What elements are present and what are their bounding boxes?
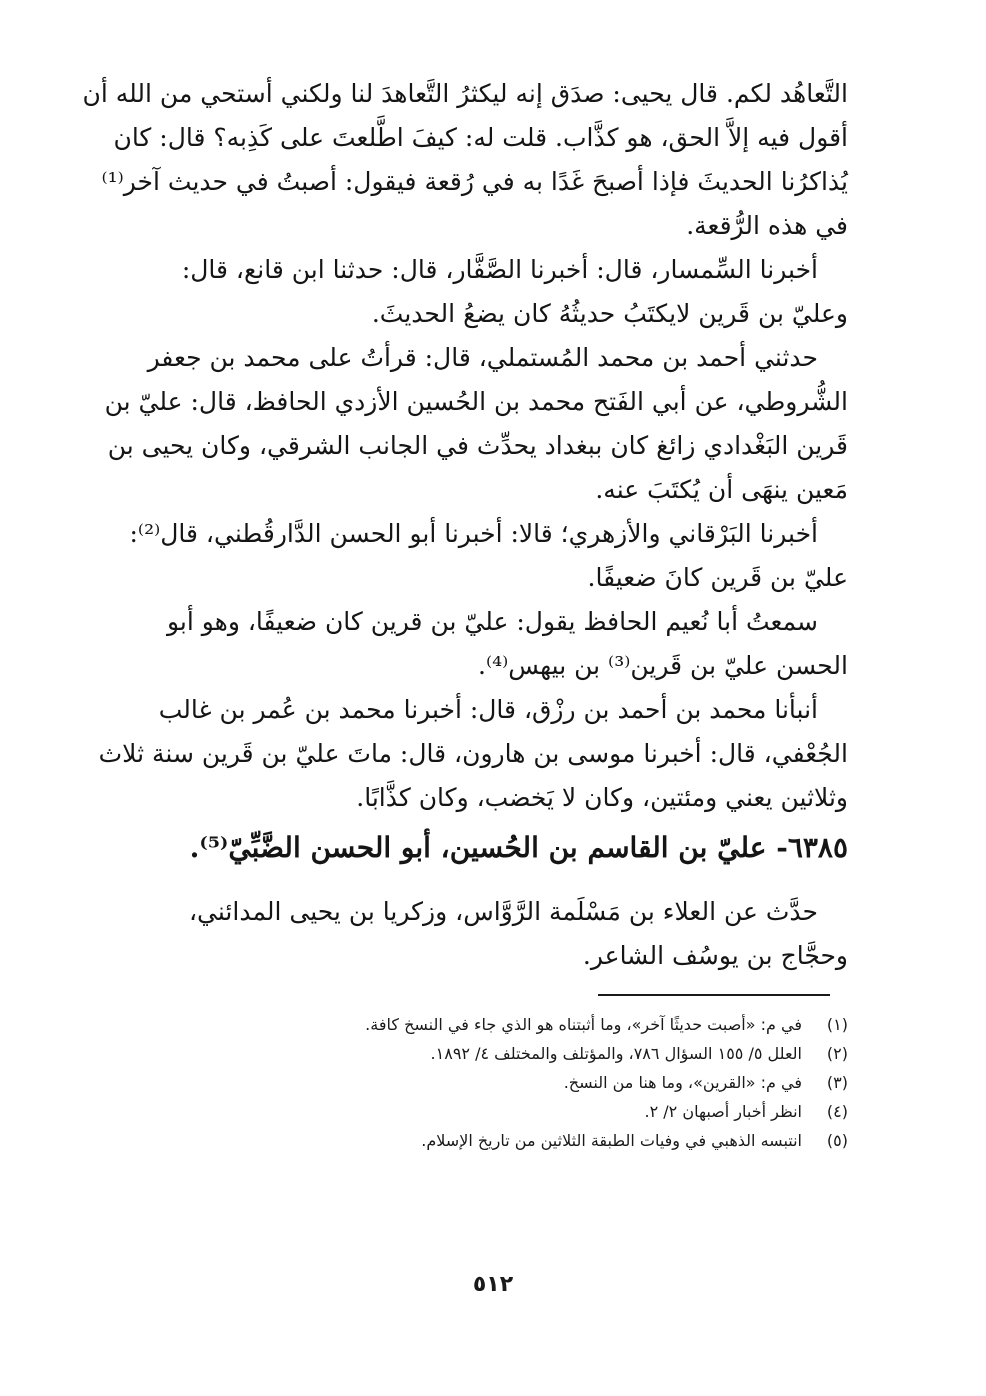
footnote-number: (٤) — [826, 1102, 848, 1121]
text-line: أقول فيه إلاَّ الحق، هو كذَّاب. قلت له: كيفَ اطَّلعتَ على كَذِبه؟ قال: كان — [113, 123, 848, 152]
paragraph-7 — [130, 890, 848, 978]
text-line: وعليّ بن قَرين لايكتَبُ حديثُهُ كان يضعُ الحديثَ. — [371, 299, 848, 328]
entry-heading: ٦٣٨٥- عليّ بن القاسم بن الحُسين، أبو الحسن الضَّبِّيّ⁽⁵⁾. — [189, 831, 848, 864]
text-line: حدثني أحمد بن محمد المُستملي، قال: قرأتُ على محمد بن جعفر — [147, 343, 818, 372]
footnote — [250, 1010, 848, 1039]
text-line: الشُّروطي، عن أبي الفَتح محمد بن الحُسين الأزدي الحافظ، قال: عليّ بن — [104, 387, 848, 416]
footnote-text: في م: «أصبت حديثًا آخر»، وما أثبتناه هو الذي جاء في النسخ كافة. — [365, 1015, 802, 1034]
text-line: حدَّث عن العلاء بن مَسْلَمة الرَّوَّاس، وزكريا بن يحيى المدائني، — [188, 897, 818, 926]
text-line: سمعتُ أبا نُعيم الحافظ يقول: عليّ بن قرين كان ضعيفًا، وهو أبو — [166, 607, 818, 636]
text-line: وحجَّاج بن يوسُف الشاعر. — [582, 941, 848, 970]
footnote-separator — [598, 994, 830, 996]
footnote — [250, 1097, 848, 1126]
text-line: أنبأنا محمد بن أحمد بن رزْق، قال: أخبرنا محمد بن عُمر بن غالب — [158, 695, 818, 724]
paragraph-1 — [82, 72, 848, 248]
paragraph-4 — [130, 512, 848, 600]
text-line: أخبرنا السِّمسار، قال: أخبرنا الصَّفَّار، قال: حدثنا ابن قانع، قال: — [181, 255, 818, 284]
footnote-number: (١) — [826, 1015, 848, 1034]
footnote-number: (٥) — [826, 1131, 848, 1150]
footnote-text: انظر أخبار أصبهان ٢/ ٢. — [644, 1102, 802, 1121]
paragraph-5 — [130, 600, 848, 688]
footnote-text: في م: «القرين»، وما هنا من النسخ. — [563, 1073, 802, 1092]
footnote-number: (٢) — [826, 1044, 848, 1063]
main-text — [82, 72, 848, 978]
text-line: الحسن عليّ بن قَرين⁽³⁾ بن بيهس⁽⁴⁾. — [478, 651, 848, 680]
page-number: ٥١٢ — [472, 1272, 514, 1297]
footnote-text: العلل ٥/ ١٥٥ السؤال ٧٨٦، والمؤتلف والمختلف ٤/ ١٨٩٢. — [430, 1044, 802, 1063]
text-line: أخبرنا البَرْقاني والأزهري؛ قالا: أخبرنا أبو الحسن الدَّارقُطني، قال⁽²⁾: — [129, 519, 818, 548]
text-line: الجُعْفي، قال: أخبرنا موسى بن هارون، قال: ماتَ عليّ بن قَرين سنة ثلاث — [98, 739, 848, 768]
footnote-text: انتبسه الذهبي في وفيات الطبقة الثلاثين من تاريخ الإسلام. — [421, 1131, 802, 1150]
text-line: التَّعاهُد لكم. قال يحيى: صدَق إنه ليكثرُ التَّعاهدَ لنا ولكني أستحي من الله أن — [82, 79, 848, 108]
text-line: عليّ بن قَرين كانَ ضعيفًا. — [587, 563, 848, 592]
text-line: في هذه الرُّقعة. — [686, 211, 848, 240]
paragraph-3 — [104, 336, 848, 512]
text-line: وثلاثين يعني ومئتين، وكان لا يَخضب، وكان كذَّابًا. — [356, 783, 848, 812]
footnote — [250, 1039, 848, 1068]
footnote — [250, 1068, 848, 1097]
text-line: يُذاكرُنا الحديثَ فإذا أصبحَ غَدًا به في رُقعة فيقول: أصبتُ في حديث آخر⁽¹⁾ — [101, 167, 848, 196]
text-line: مَعين ينهَى أن يُكتَبَ عنه. — [595, 475, 848, 504]
paragraph-6 — [98, 688, 848, 820]
footnote — [250, 1126, 848, 1155]
footnotes — [250, 1010, 848, 1155]
text-line: قَرين البَغْدادي زائغ كان ببغداد يحدِّث في الجانب الشرقي، وكان يحيى بن — [107, 431, 848, 460]
footnote-number: (٣) — [826, 1073, 848, 1092]
paragraph-2 — [130, 248, 848, 336]
